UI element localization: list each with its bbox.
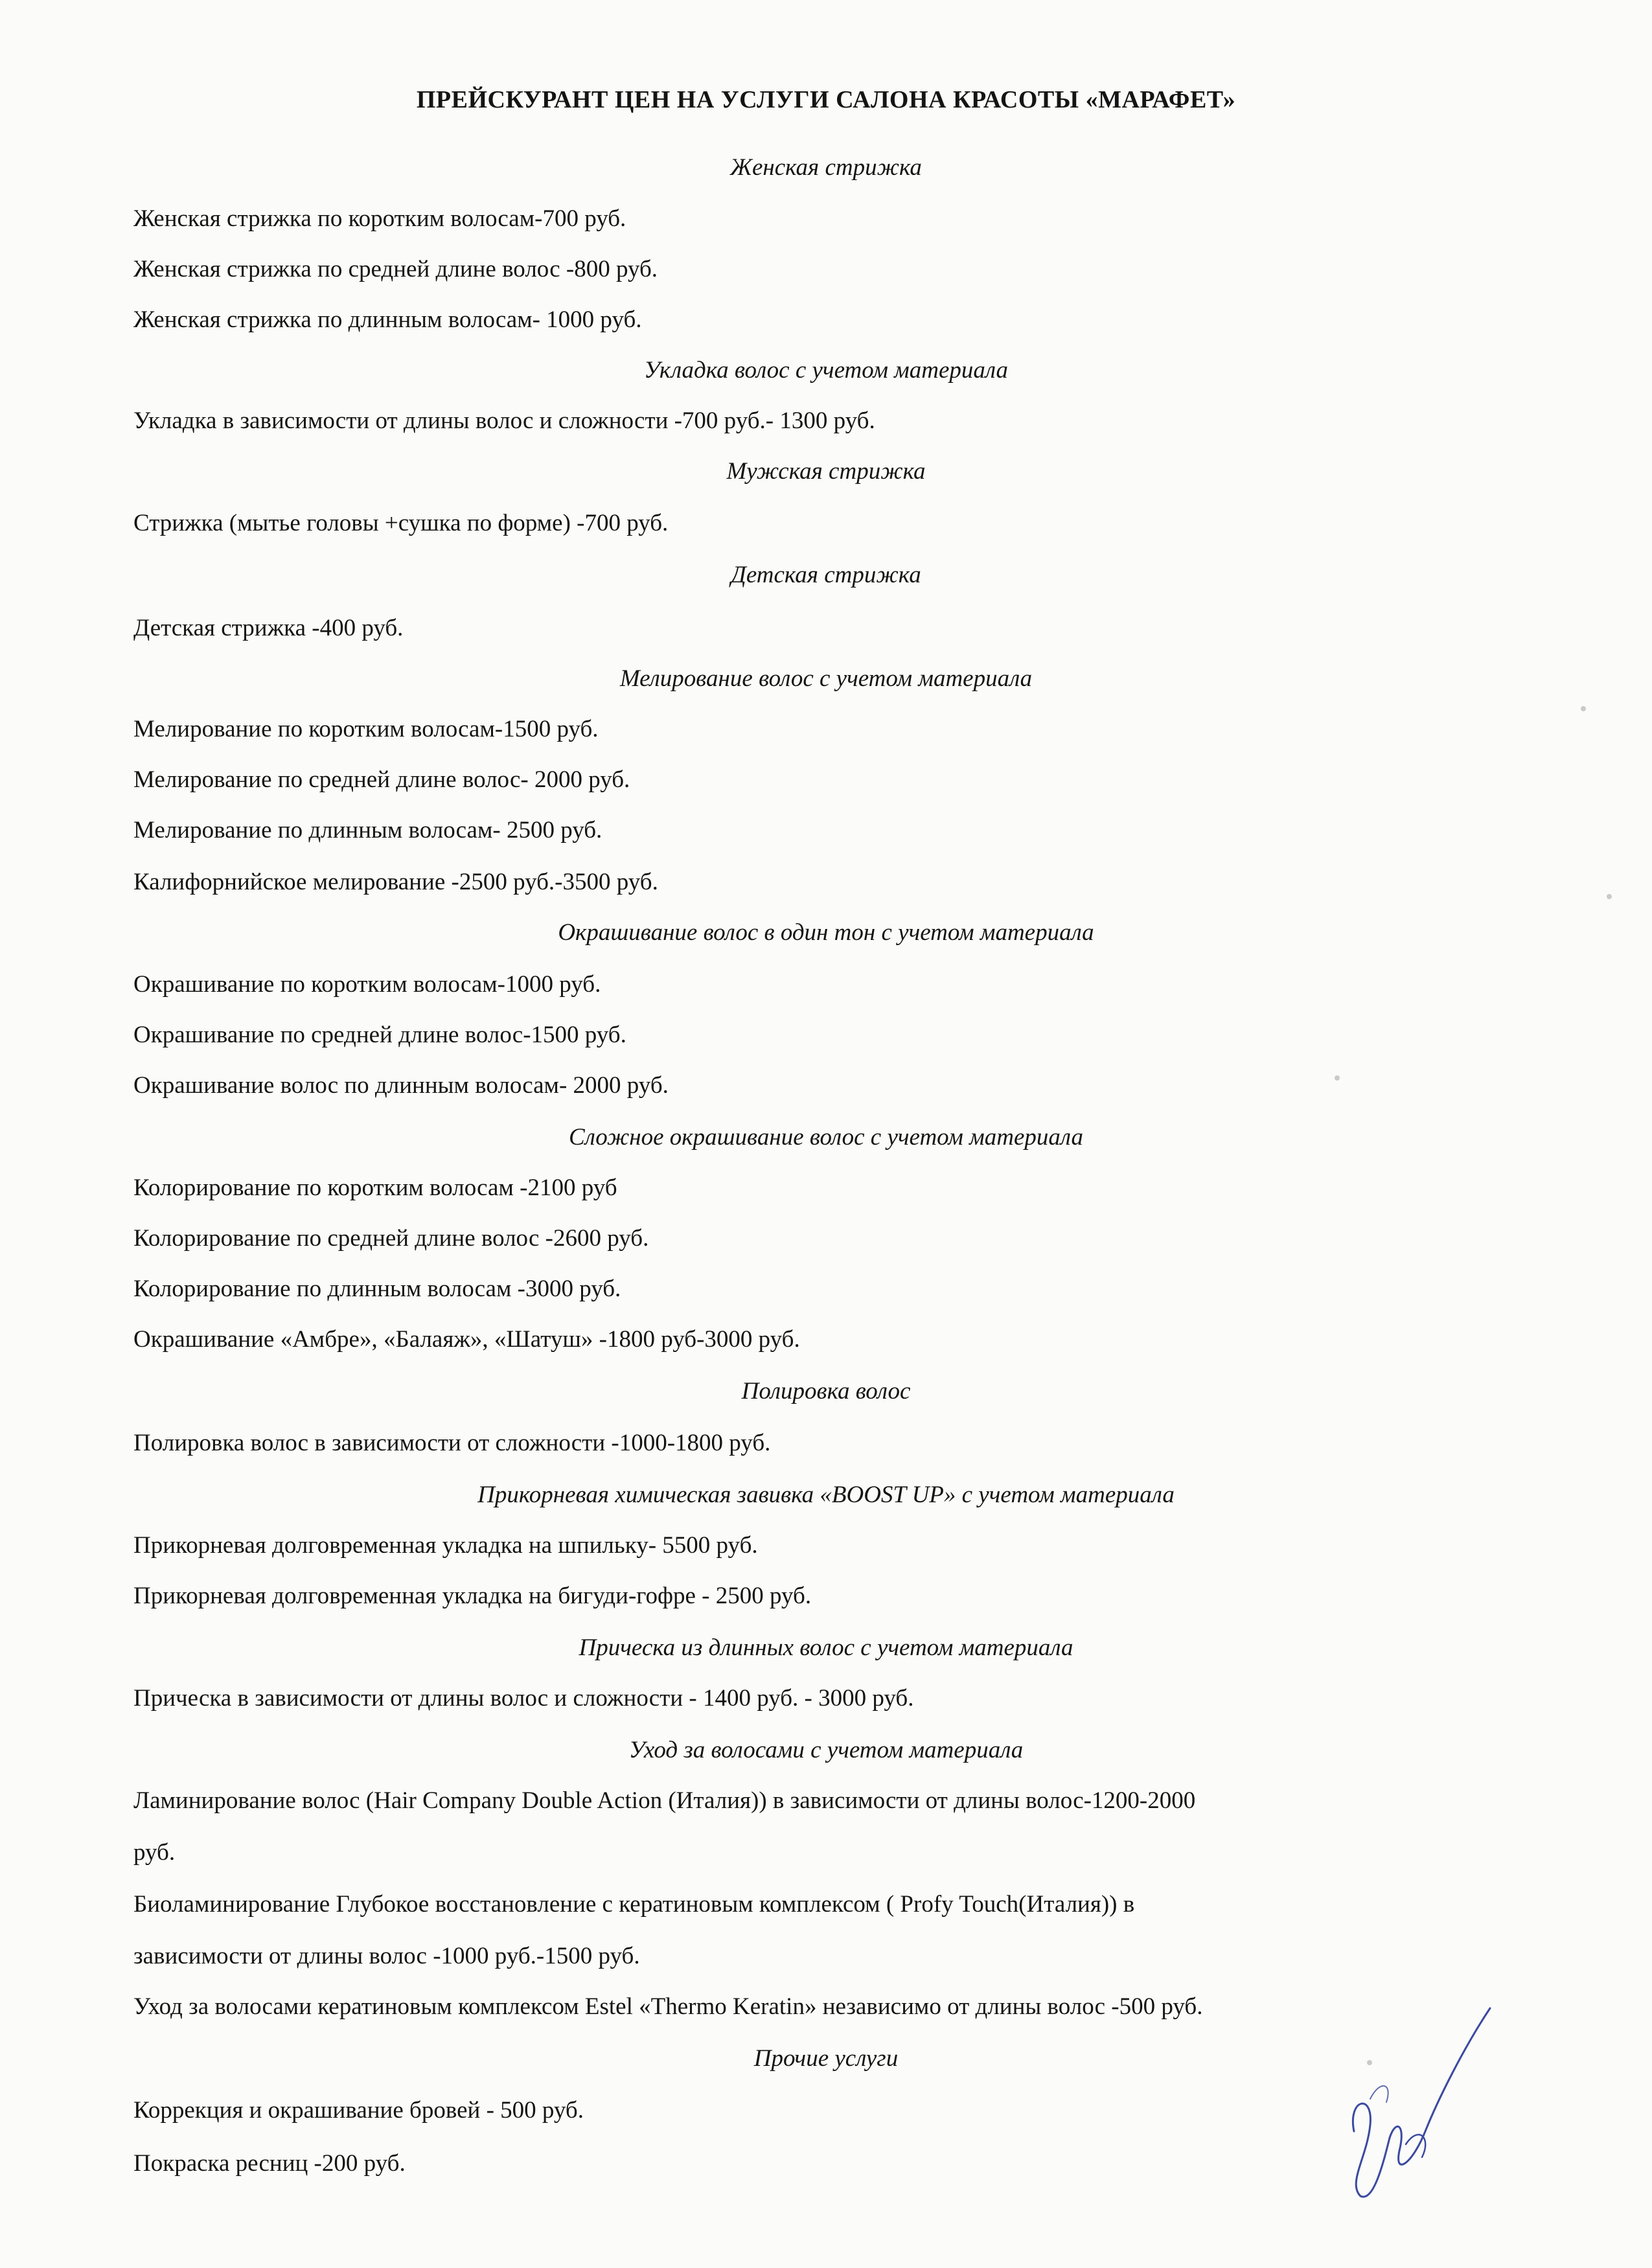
price-line: Мелирование по коротким волосам-1500 руб.: [133, 716, 599, 742]
scan-speck: [1367, 2060, 1372, 2065]
price-line: Окрашивание «Амбре», «Балаяж», «Шатуш» -1800 руб-3000 руб.: [133, 1326, 800, 1353]
price-line: Колорирование по коротким волосам -2100 руб: [133, 1174, 617, 1201]
price-line: Прикорневая долговременная укладка на бигуди-гофре - 2500 руб.: [133, 1583, 812, 1609]
price-line: Биоламинирование Глубокое восстановление с кератиновым комплексом ( Profy Touch(Италия)) в: [133, 1891, 1135, 1918]
price-line: Окрашивание волос по длинным волосам- 2000 руб.: [133, 1072, 669, 1099]
price-line: Ламинирование волос (Hair Company Double Action (Италия)) в зависимости от длины волос-1200-2000: [133, 1787, 1196, 1814]
document-title: ПРЕЙСКУРАНТ ЦЕН НА УСЛУГИ САЛОНА КРАСОТЫ «МАРАФЕТ»: [416, 86, 1236, 113]
handwritten-signature: [1335, 1969, 1503, 2216]
price-line: Женская стрижка по средней длине волос -800 руб.: [133, 256, 658, 282]
section-header-kids-haircut: Детская стрижка: [731, 562, 921, 588]
price-line: Мелирование по средней длине волос- 2000 руб.: [133, 766, 630, 793]
scan-speck: [1607, 894, 1612, 899]
scan-speck: [1335, 1075, 1340, 1081]
price-line: Женская стрижка по коротким волосам-700 руб.: [133, 205, 626, 232]
price-line: Прическа в зависимости от длины волос и сложности - 1400 руб. - 3000 руб.: [133, 1685, 914, 1712]
price-line: Укладка в зависимости от длины волос и сложности -700 руб.- 1300 руб.: [133, 407, 875, 434]
price-line: Колорирование по средней длине волос -2600 руб.: [133, 1225, 649, 1252]
price-line: Окрашивание по коротким волосам-1000 руб.: [133, 971, 601, 998]
section-header-styling: Укладка волос с учетом материала: [643, 357, 1009, 384]
section-header-womens-haircut: Женская стрижка: [730, 154, 922, 181]
section-header-boost-up: Прикорневая химическая завивка «BOOST UP» с учетом материала: [477, 1482, 1175, 1508]
section-header-long-hair-updo: Прическа из длинных волос с учетом материала: [579, 1634, 1073, 1661]
price-line: Детская стрижка -400 руб.: [133, 615, 404, 641]
section-header-other-services: Прочие услуги: [753, 2045, 899, 2072]
price-line: Колорирование по длинным волосам -3000 руб.: [133, 1276, 621, 1302]
price-line: руб.: [133, 1839, 176, 1866]
section-header-hair-polishing: Полировка волос: [741, 1378, 911, 1404]
section-header-hair-care: Уход за волосами с учетом материала: [628, 1737, 1024, 1763]
price-line: Покраска ресниц -200 руб.: [133, 2150, 406, 2177]
price-line: Окрашивание по средней длине волос-1500 руб.: [133, 1022, 626, 1048]
section-header-highlighting: Мелирование волос с учетом материала: [619, 665, 1033, 692]
price-line: Уход за волосами кератиновым комплексом Estel «Thermo Keratin» независимо от длины волос -500 руб.: [133, 1993, 1203, 2020]
price-line: Коррекция и окрашивание бровей - 500 руб.: [133, 2097, 584, 2124]
section-header-single-tone-coloring: Окрашивание волос в один тон с учетом материала: [558, 919, 1094, 946]
section-header-mens-haircut: Мужская стрижка: [726, 458, 926, 485]
scan-speck: [1581, 706, 1586, 711]
price-line: Стрижка (мытье головы +сушка по форме) -700 руб.: [133, 510, 669, 536]
price-line: Прикорневая долговременная укладка на шпильку- 5500 руб.: [133, 1532, 758, 1559]
price-line: Полировка волос в зависимости от сложности -1000-1800 руб.: [133, 1430, 771, 1456]
section-header-complex-coloring: Сложное окрашивание волос с учетом материала: [569, 1124, 1083, 1151]
price-line: Калифорнийское мелирование -2500 руб.-3500 руб.: [133, 869, 658, 895]
price-line: зависимости от длины волос -1000 руб.-1500 руб.: [133, 1943, 640, 1969]
price-line: Женская стрижка по длинным волосам- 1000 руб.: [133, 306, 642, 333]
price-line: Мелирование по длинным волосам- 2500 руб.: [133, 817, 602, 843]
